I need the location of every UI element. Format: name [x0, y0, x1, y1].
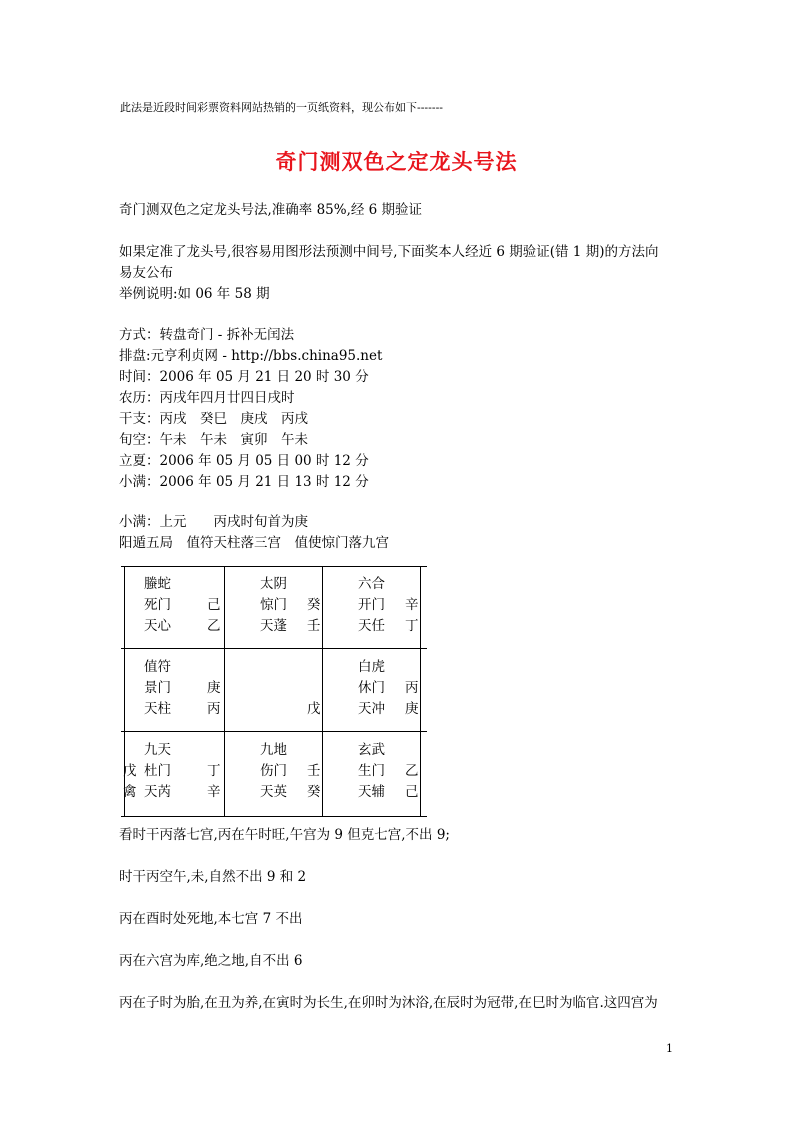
document-title: 奇门测双色之定龙头号法 [275, 149, 518, 174]
palace-star-stem: 辛 [207, 784, 221, 800]
palace-door-stem: 丁 [207, 763, 221, 779]
palace-star-stem: 壬 [307, 618, 321, 634]
info-ganzhi: 干支：丙戌 癸巳 庚戌 丙戌 [119, 411, 308, 427]
analysis-block [119, 951, 679, 972]
grid-line [121, 648, 427, 649]
palace-door: 景门 [144, 680, 171, 696]
info-xunkong: 旬空：午未 午未 寅卯 午未 [119, 432, 308, 448]
palace-door: 杜门 [144, 763, 171, 779]
explanation-paragraph [119, 242, 679, 305]
palace-star-stem: 己 [405, 784, 419, 800]
palace-star: 天芮 [144, 784, 171, 800]
palace-star-stem: 丙 [207, 701, 221, 717]
palace-god: 六合 [358, 576, 385, 592]
analysis-line: 丙在六宫为库,绝之地,自不出 6 [119, 953, 303, 969]
palace-door: 生门 [358, 763, 385, 779]
grid-line [121, 816, 427, 817]
palace-star-stem: 乙 [207, 618, 221, 634]
palace-8 [123, 740, 226, 803]
palace-door-stem: 庚 [207, 680, 221, 696]
palace-god: 白虎 [358, 659, 385, 675]
palace-star: 天辅 [358, 784, 385, 800]
palace-god: 玄武 [358, 742, 385, 758]
example-line: 举例说明:如 06 年 58 期 [119, 286, 270, 302]
info-xiaoman: 小满：2006 年 05 月 21 日 13 时 12 分 [119, 474, 369, 490]
analysis-block [119, 867, 679, 888]
analysis-block [119, 825, 679, 846]
palace-6 [324, 740, 424, 803]
palace-door-stem: 癸 [307, 597, 321, 613]
palace-god: 螣蛇 [144, 576, 171, 592]
info-source: 排盘:元亨利贞网 - http://bbs.china95.net [119, 348, 383, 364]
palace-9 [226, 574, 326, 637]
analysis-block [119, 993, 679, 1014]
analysis-block [119, 909, 679, 930]
palace-star: 天蓬 [260, 618, 287, 634]
palace-star-stem: 丁 [405, 618, 419, 634]
palace-door-stem: 壬 [307, 763, 321, 779]
palace-door-stem: 丙 [405, 680, 419, 696]
chart-info-block [119, 325, 679, 493]
grid-line [121, 566, 427, 567]
explanation-line: 如果定准了龙头号,很容易用图形法预测中间号,下面奖本人经近 6 期验证(错 1 期)的方法向 [119, 244, 659, 260]
palace-1 [226, 740, 326, 803]
info-method: 方式：转盘奇门 - 拆补无闰法 [119, 327, 295, 343]
palace-5 [226, 657, 326, 720]
analysis-line: 丙在子时为胎,在丑为养,在寅时为长生,在卯时为沐浴,在辰时为冠带,在巳时为临官.这四宫为 [119, 995, 658, 1011]
palace-god: 九地 [260, 742, 287, 758]
palace-star: 天任 [358, 618, 385, 634]
palace-door: 开门 [358, 597, 385, 613]
palace-7 [324, 657, 424, 720]
info-lunar: 农历：丙戌年四月廿四日戌时 [119, 390, 295, 406]
palace-god: 值符 [144, 659, 171, 675]
summary-line: 奇门测双色之定龙头号法,准确率 85%,经 6 期验证 [119, 202, 423, 218]
analysis-line: 时干丙空午,未,自然不出 9 和 2 [119, 869, 307, 885]
page-number: 1 [666, 1042, 673, 1055]
palace-star: 天冲 [358, 701, 385, 717]
palace-lead: 禽 [123, 784, 137, 800]
grid-line [121, 731, 427, 732]
palace-4 [126, 574, 226, 637]
setup-block [119, 512, 679, 554]
palace-star: 天柱 [144, 701, 171, 717]
palace-door: 伤门 [260, 763, 287, 779]
palace-3 [126, 657, 226, 720]
palace-door: 死门 [144, 597, 171, 613]
palace-lead: 戊 [123, 763, 137, 779]
setup-line: 阳遁五局 值符天柱落三宫 值使惊门落九宫 [119, 535, 389, 551]
analysis-line: 看时干丙落七宫,丙在午时旺,午宫为 9 但克七宫,不出 9; [119, 827, 450, 843]
summary-paragraph [119, 200, 679, 221]
setup-line: 小满：上元 丙戌时旬首为庚 [119, 514, 308, 530]
explanation-line: 易友公布 [119, 265, 173, 281]
analysis-line: 丙在酉时处死地,本七宫 7 不出 [119, 911, 303, 927]
palace-god: 太阴 [260, 576, 287, 592]
qimen-chart-grid [121, 566, 427, 818]
intro-note: 此法是近段时间彩票资料网站热销的一页纸资料，现公布如下------- [120, 101, 444, 114]
palace-door: 惊门 [260, 597, 287, 613]
palace-star: 天心 [144, 618, 171, 634]
palace-2 [324, 574, 424, 637]
info-lixia: 立夏：2006 年 05 月 05 日 00 时 12 分 [119, 453, 369, 469]
palace-star-stem: 癸 [307, 784, 321, 800]
palace-door-stem: 辛 [405, 597, 419, 613]
palace-door: 休门 [358, 680, 385, 696]
palace-star-stem: 庚 [405, 701, 419, 717]
info-time: 时间：2006 年 05 月 21 日 20 时 30 分 [119, 369, 369, 385]
palace-god: 九天 [144, 742, 171, 758]
palace-door-stem: 己 [207, 597, 221, 613]
palace-door-stem: 乙 [405, 763, 419, 779]
palace-star: 天英 [260, 784, 287, 800]
palace-star-stem: 戊 [307, 701, 321, 717]
